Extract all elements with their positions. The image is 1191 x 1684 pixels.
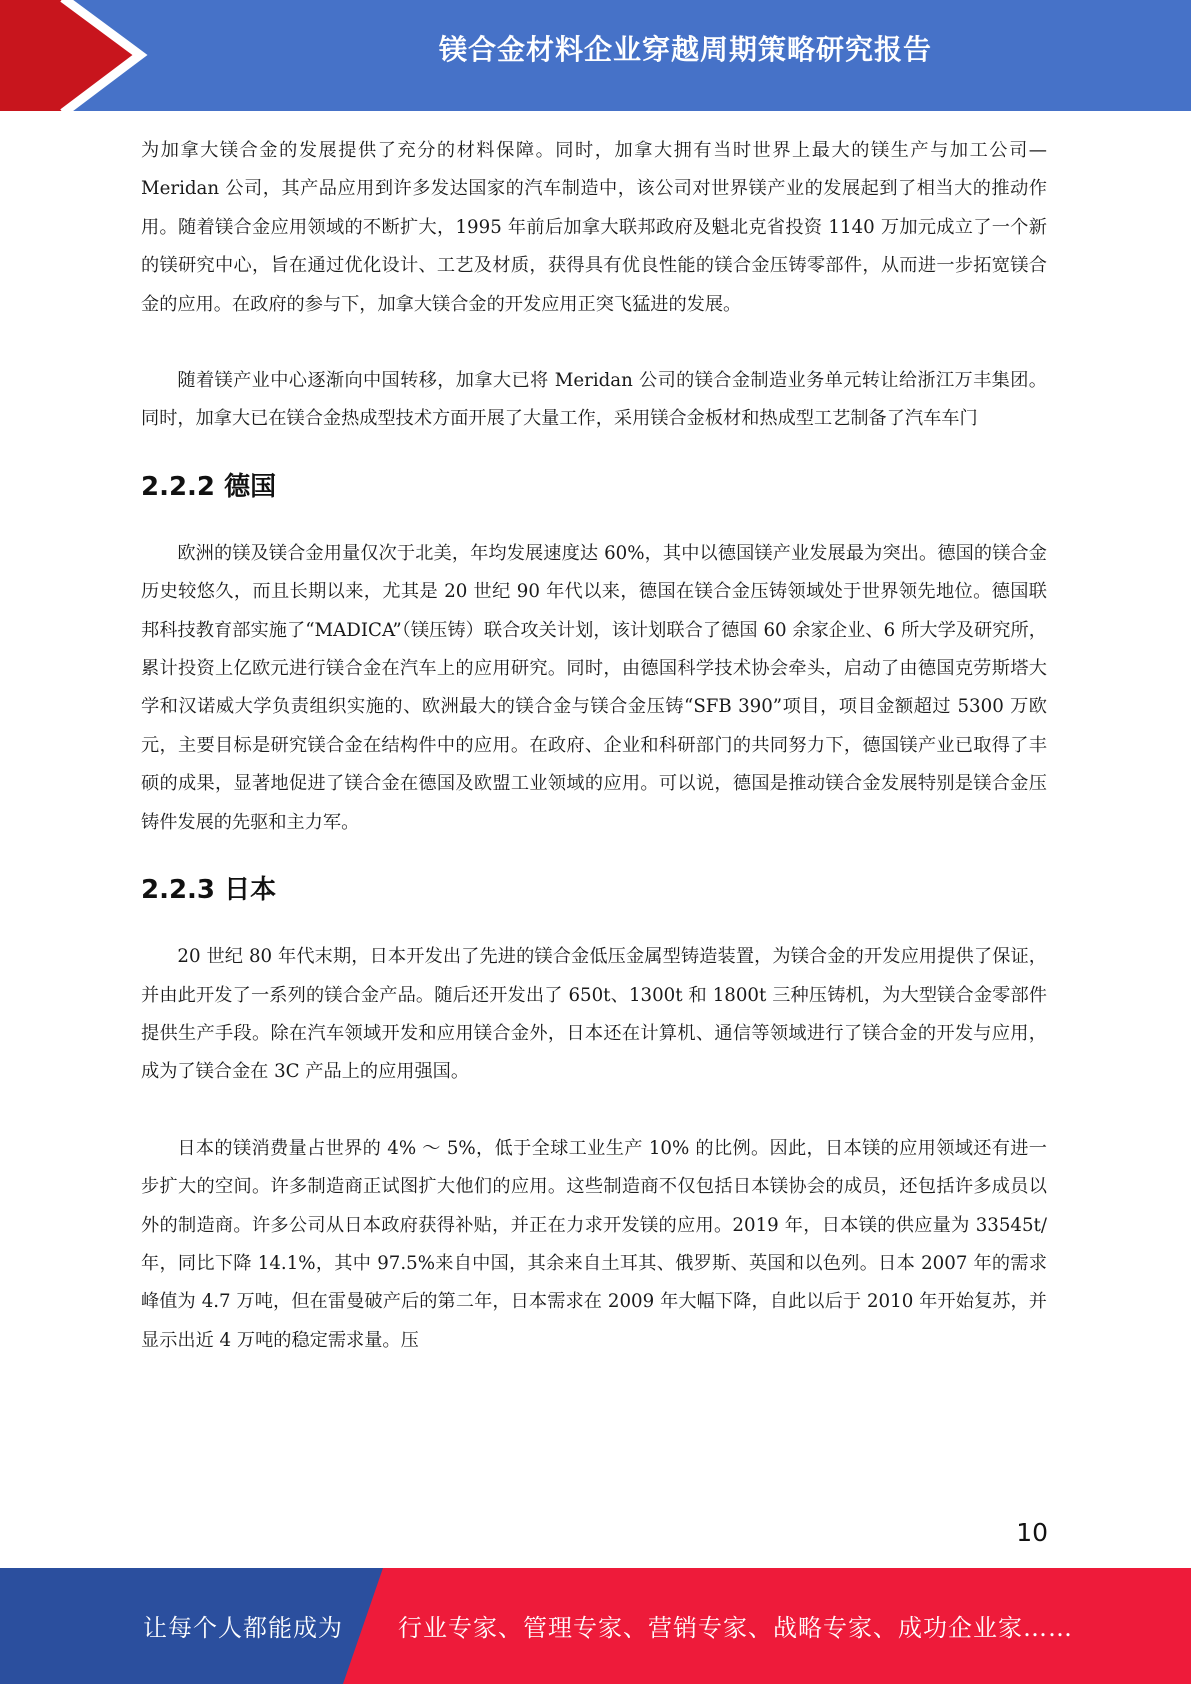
footer-slogan-left: 让每个人都能成为 (143, 1614, 343, 1642)
section-heading-germany: 2.2.2 德国 (141, 471, 277, 502)
section-heading-japan: 2.2.3 日本 (141, 875, 277, 906)
footer-slogan-right: 行业专家、管理专家、营销专家、战略专家、成功企业家…… (398, 1614, 1073, 1642)
report-title: 镁合金材料企业穿越周期策略研究报告 (438, 33, 932, 66)
paragraph-japan-1: 20 世纪 80 年代末期，日本开发出了先进的镁合金低压金属型铸造装置，为镁合金的开发应用提供了保证，并由此开发了一系列的镁合金产品。随后还开发出了 650t、1300t 和 1800t 三种压铸机，为大型镁合金零部件提供生产手段。除在汽车领域开发和应用镁合金外，日本还在计算机、通信等领域进行了镁合金的开发与应用，成为了镁合金在 3C 产品上的应用强国。 (141, 946, 1047, 1083)
paragraph-japan-2: 日本的镁消费量占世界的 4% ～ 5%，低于全球工业生产 10% 的比例。因此，日本镁的应用领域还有进一步扩大的空间。许多制造商正试图扩大他们的应用。这些制造商不仅包括日本镁协会的成员，还包括许多成员以外的制造商。许多公司从日本政府获得补贴，并正在力求开发镁的应用。2019 年，日本镁的供应量为 33545t/ 年，同比下降 14.1%，其中 97.5%来自中国，其余来自土耳其、俄罗斯、英国和以色列。日本 2007 年的需求峰值为 4.7 万吨，但在雷曼破产后的第二年，日本需求在 2009 年大幅下降，自此以后于 2010 年开始复苏，并显示出近 4 万吨的稳定需求量。压 (141, 1137, 1047, 1351)
paragraph-canada-1: 为加拿大镁合金的发展提供了充分的材料保障。同时，加拿大拥有当时世界上最大的镁生产与加工公司—Meridan 公司，其产品应用到许多发达国家的汽车制造中，该公司对世界镁产业的发展起到了相当大的推动作用。随着镁合金应用领域的不断扩大，1995 年前后加拿大联邦政府及魁北克省投资 1140 万加元成立了一个新的镁研究中心，旨在通过优化设计、工艺及材质，获得具有优良性能的镁合金压铸零部件，从而进一步拓宽镁合金的应用。在政府的参与下，加拿大镁合金的开发应用正突飞猛进的发展。 (141, 140, 1047, 315)
paragraph-canada-2: 随着镁产业中心逐渐向中国转移，加拿大已将 Meridan 公司的镁合金制造业务单元转让给浙江万丰集团。同时，加拿大已在镁合金热成型技术方面开展了大量工作，采用镁合金板材和热成型工艺制备了汽车车门 (141, 370, 1047, 430)
page-header (0, 0, 1191, 111)
page-footer (0, 1568, 1191, 1684)
main-content (141, 132, 1047, 1360)
page-number: 10 (1016, 1518, 1048, 1547)
paragraph-germany: 欧洲的镁及镁合金用量仅次于北美，年均发展速度达 60%，其中以德国镁产业发展最为突出。德国的镁合金历史较悠久，而且长期以来，尤其是 20 世纪 90 年代以来，德国在镁合金压铸领域处于世界领先地位。德国联邦科技教育部实施了“MADICA”（镁压铸）联合攻关计划，该计划联合了德国 60 余家企业、6 所大学及研究所，累计投资上亿欧元进行镁合金在汽车上的应用研究。同时，由德国科学技术协会牵头，启动了由德国克劳斯塔大学和汉诺威大学负责组织实施的、欧洲最大的镁合金与镁合金压铸“SFB 390”项目，项目金额超过 5300 万欧元，主要目标是研究镁合金在结构件中的应用。在政府、企业和科研部门的共同努力下，德国镁产业已取得了丰硕的成果，显著地促进了镁合金在德国及欧盟工业领域的应用。可以说，德国是推动镁合金发展特别是镁合金压铸件发展的先驱和主力军。 (141, 542, 1047, 833)
